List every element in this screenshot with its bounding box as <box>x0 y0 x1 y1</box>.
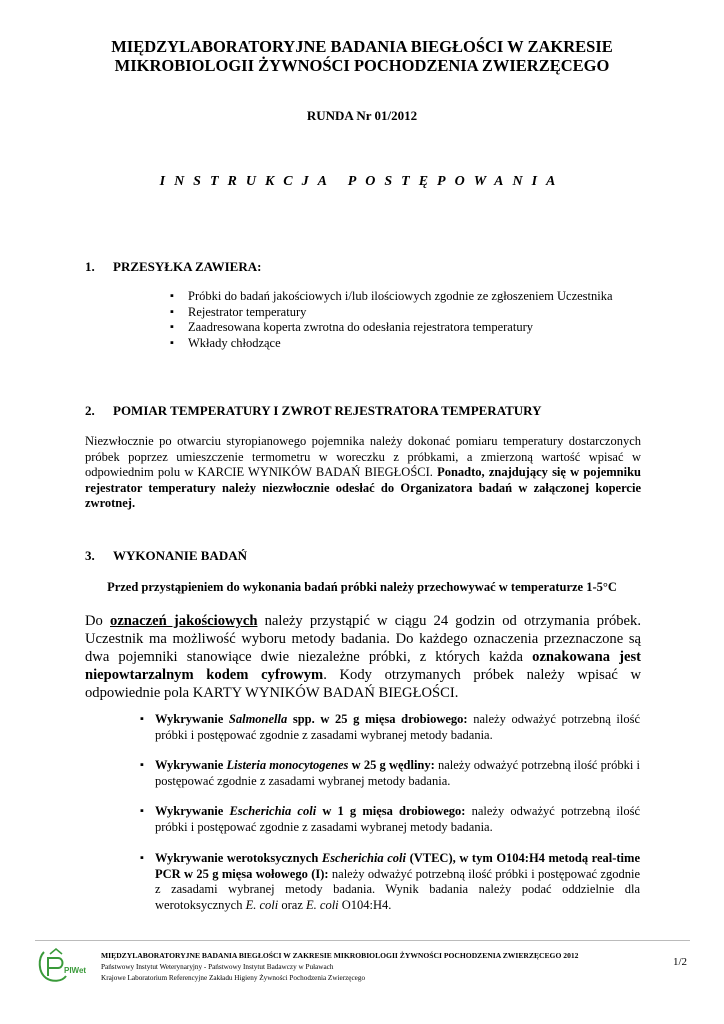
title-line-1: MIĘDZYLABORATORYJNE BADANIA BIEGŁOŚCI W ZAKRESIE <box>111 37 613 56</box>
temperature-instruction: Niezwłocznie po otwarciu styropianowego pojemnika należy dokonać pomiaru temperatury dostarczonych próbek poprzez umieszczenie termometru w woreczku z próbkami, a zmierzoną wartość wpisać w odpowiednim polu w KARCIE WYNIKÓW BADAŃ BIEGŁOŚCI. <box>85 434 641 479</box>
test-item-salmonella <box>138 712 640 743</box>
section-2-paragraph <box>85 434 641 512</box>
test-item-vtec <box>138 851 640 913</box>
section-2-heading <box>85 403 542 419</box>
item-label: Wykrywanie <box>155 712 229 726</box>
organism-name: E. coli <box>306 897 339 912</box>
footer-institute: Państwowy Instytut Weterynaryjny - Państwowy Instytut Badawczy w Puławach <box>101 963 334 971</box>
document-title <box>0 37 724 75</box>
footer-divider <box>35 940 690 941</box>
item-text: należy odważyć potrzebną ilość próbki i postępować zgodnie z zasadami wybranej metody badania. <box>155 712 640 742</box>
item-text: oraz <box>278 897 307 912</box>
item-label: Wykrywanie werotoksycznych <box>155 851 322 865</box>
item-text: należy odważyć potrzebną ilość próbki i postępować zgodnie z zasadami wybranej metody badania. Wynik badania należy podać oddzielnie dla werotoksycznych <box>155 866 640 912</box>
qualitative-tests-paragraph <box>85 612 641 702</box>
item-label: (VTEC), w tym O104:H4 metodą real-time PCR w 25 g mięsa wołowego (I): <box>155 851 640 881</box>
section-title: WYKONANIE BADAŃ <box>113 548 247 563</box>
list-item: ▪ Zaadresowana koperta zwrotna do odesłania rejestratora temperatury <box>168 320 640 336</box>
footer-laboratory: Krajowe Laboratorium Referencyjne Zakładu Higieny Żywności Pochodzenia Zwierzęcego <box>101 974 366 982</box>
storage-instruction: Przed przystąpieniem do wykonania badań próbki należy przechowywać w temperaturze 1-5°C <box>107 580 617 594</box>
section-title: PRZESYŁKA ZAWIERA: <box>113 259 262 274</box>
list-item: ▪ Wkłady chłodzące <box>168 336 640 352</box>
intro-underlined: oznaczeń jakościowych <box>110 613 258 629</box>
list-item: ▪ Rejestrator temperatury <box>168 305 640 321</box>
organism-name: Listeria monocytogenes <box>226 758 349 772</box>
section-1-heading <box>85 259 261 275</box>
intro-text: należy przystąpić w ciągu 24 godzin od otrzymania próbek. Uczestnik ma możliwość wyboru metody badania. Do każdego oznaczenia przeznaczone są dwa pojemniki stanowiące dwie niezależne próbki, z których każda <box>85 613 641 665</box>
organism-name: Salmonella <box>228 712 288 726</box>
section-number: 1. <box>85 259 95 274</box>
item-label: spp. w 25 g mięsa drobiowego: <box>287 712 468 726</box>
item-label: Wykrywanie <box>155 758 227 772</box>
item-text: O104:H4. <box>338 897 392 912</box>
piwet-logo-icon <box>36 946 86 984</box>
title-line-2: MIKROBIOLOGII ŻYWNOŚCI POCHODZENIA ZWIERZĘCEGO <box>114 56 610 75</box>
logger-return-instruction: Ponadto, znajdujący się w pojemniku rejestrator temperatury należy niezwłocznie odesłać do Organizatora badań w załączonej kopercie zwrotnej. <box>85 465 642 510</box>
section-number: 2. <box>85 403 95 418</box>
item-label: Wykrywanie <box>155 804 230 818</box>
section-title: POMIAR TEMPERATURY I ZWROT REJESTRATORA TEMPERATURY <box>113 403 542 418</box>
intro-bold: oznakowana jest niepowtarzalnym kodem cyfrowym <box>85 649 641 683</box>
test-item-listeria <box>138 758 640 789</box>
logo-text: PIWet <box>64 966 86 975</box>
organism-name: E. coli <box>245 897 279 912</box>
footer-program-title: MIĘDZYLABORATORYJNE BADANIA BIEGŁOŚCI W ZAKRESIE MIKROBIOLOGII ŻYWNOŚCI POCHODZENIA ZWIERZĘCEGO 2012 <box>101 951 579 960</box>
list-item: ▪ Próbki do badań jakościowych i/lub ilościowych zgodnie ze zgłoszeniem Uczestnika <box>168 289 640 305</box>
organism-name: Escherichia coli <box>321 851 406 865</box>
package-contents-list <box>168 289 640 351</box>
instructions-heading: INSTRUKCJA POSTĘPOWANIA <box>159 174 565 189</box>
page-number: 1/2 <box>673 956 688 968</box>
section-number: 3. <box>85 548 95 563</box>
item-text: należy odważyć potrzebną ilość próbki i postępować zgodnie z zasadami wybranej metody badania. <box>155 758 640 788</box>
organism-name: Escherichia coli <box>229 804 317 818</box>
test-item-ecoli <box>138 804 640 835</box>
item-text: należy odważyć potrzebną ilość próbki i postępować zgodnie z zasadami wybranej metody badania. <box>155 804 640 834</box>
round-number: RUNDA Nr 01/2012 <box>306 108 418 123</box>
intro-text: Do <box>85 613 111 629</box>
intro-text: . Kody otrzymanych próbek należy wpisać w odpowiednie pola KARTY WYNIKÓW BADAŃ BIEGŁOŚCI. <box>85 667 641 701</box>
item-label: w 1 g mięsa drobiowego: <box>316 804 466 818</box>
item-label: w 25 g wędliny: <box>348 758 435 772</box>
section-3-heading <box>85 548 247 564</box>
